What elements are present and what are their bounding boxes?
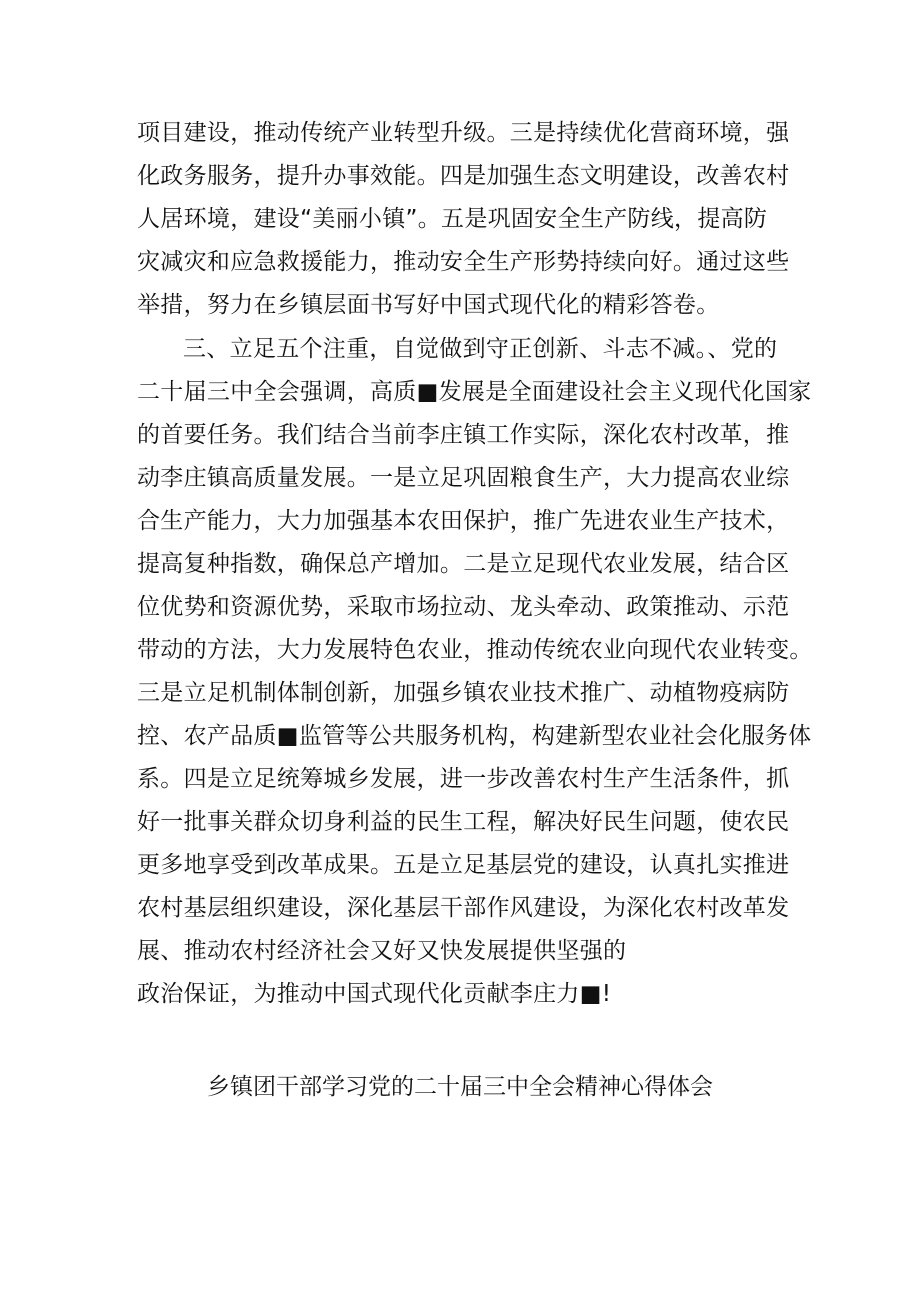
text-line: 展、推动农村经济社会又好又快发展提供坚强的 xyxy=(137,938,627,964)
text-line: 带动的方法，大力发展特色农业，推动传统农业向现代农业转变。 xyxy=(137,637,813,663)
text-line: 好一批事关群众切身利益的民生工程，解决好民生问题，使农民 xyxy=(137,809,790,835)
text-line: 提高复种指数，确保总产增加。二是立足现代农业发展，结合区 xyxy=(137,551,790,577)
text-line: 位优势和资源优势，采取市场拉动、龙头牵动、政策推动、示范 xyxy=(137,594,790,620)
text-line: 三是立足机制体制创新，加强乡镇农业技术推广、动植物疫病防 xyxy=(137,680,790,706)
section-heading-line: 三、立足五个注重，自觉做到守正创新、斗志不减。、党的 xyxy=(183,336,778,362)
text-line: 合生产能力，大力加强基本农田保护，推广先进农业生产技术， xyxy=(137,508,790,534)
text-line: 农村基层组织建设，深化基层干部作风建设，为深化农村改革发 xyxy=(137,895,790,921)
text-line: 化政务服务，提升办事效能。四是加强生态文明建设，改善农村 xyxy=(137,163,790,189)
text-line: 政治保证，为推动中国式现代化贡献李庄力■! xyxy=(137,981,612,1007)
text-line: 人居环境，建设“美丽小镇”。五是巩固安全生产防线，提高防 xyxy=(137,206,768,232)
text-line: 动李庄镇高质量发展。一是立足巩固粮食生产，大力提高农业综 xyxy=(137,465,790,491)
text-line: 控、农产品质■监管等公共服务机构，构建新型农业社会化服务体 xyxy=(137,723,812,749)
text-line: 项目建设，推动传统产业转型升级。三是持续优化营商环境，强 xyxy=(137,120,790,146)
text-line: 举措，努力在乡镇层面书写好中国式现代化的精彩答卷。 xyxy=(137,292,720,318)
text-line: 系。四是立足统筹城乡发展，进一步改善农村生产生活条件，抓 xyxy=(137,766,790,792)
text-line: 灾减灾和应急救援能力，推动安全生产形势持续向好。通过这些 xyxy=(137,249,790,275)
next-article-title: 乡镇团干部学习党的二十届三中全会精神心得体会 xyxy=(207,1074,713,1100)
text-line: 更多地享受到改革成果。五是立足基层党的建设，认真扎实推进 xyxy=(137,852,790,878)
text-line: 二十届三中全会强调，高质■发展是全面建设社会主义现代化国家 xyxy=(137,379,812,405)
text-line: 的首要任务。我们结合当前李庄镇工作实际，深化农村改革，推 xyxy=(137,422,790,448)
